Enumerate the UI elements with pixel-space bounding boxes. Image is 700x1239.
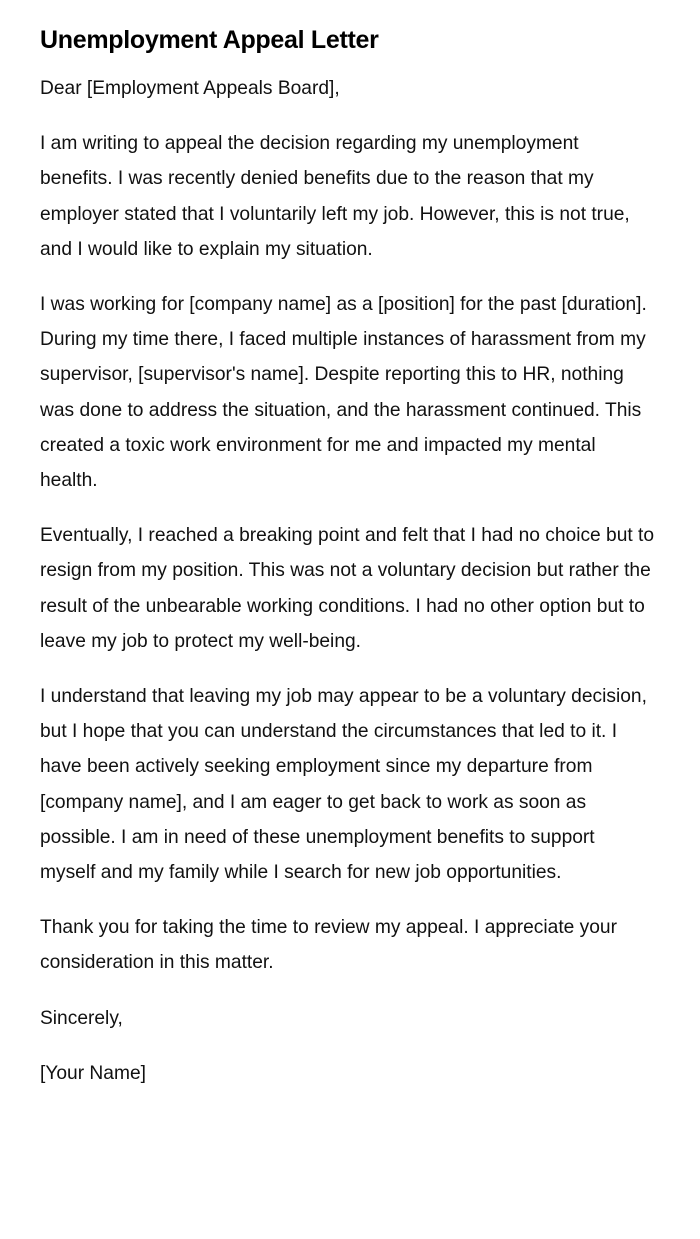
letter-salutation: Dear [Employment Appeals Board], (40, 78, 340, 99)
letter-paragraph-3: Eventually, I reached a breaking point and felt that I had no choice but to resign from my position. This was not a voluntary decision but rather the result of the unbearable working conditions. I had no other option but to leave my job to protect my well-being. (40, 525, 655, 652)
letter-signature: [Your Name] (40, 1062, 146, 1084)
letter-paragraph-1: I am writing to appeal the decision regarding my unemployment benefits. I was recently denied benefits due to the reason that my employer stated that I voluntarily left my job. However, this is not true, and I would like to explain my situation. (40, 133, 630, 260)
letter-paragraph-4: I understand that leaving my job may appear to be a voluntary decision, but I hope that you can understand the circumstances that led to it. I have been actively seeking employment since my departure from [company name], and I am eager to get back to work as soon as possible. I am in need of these unemployment benefits to support myself and my family while I search for new job opportunities. (40, 686, 647, 884)
letter-title: Unemployment Appeal Letter (40, 26, 379, 54)
letter-paragraph-2: I was working for [company name] as a [position] for the past [duration]. During my time there, I faced multiple instances of harassment from my supervisor, [supervisor's name]. Despite reporting this to HR, nothing was done to address the situation, and the harassment continued. This created a toxic work environment for me and impacted my mental health. (40, 294, 647, 492)
letter-document (40, 24, 655, 1111)
letter-closing: Sincerely, (40, 1007, 123, 1029)
letter-paragraph-5: Thank you for taking the time to review my appeal. I appreciate your consideration in this matter. (40, 917, 617, 974)
